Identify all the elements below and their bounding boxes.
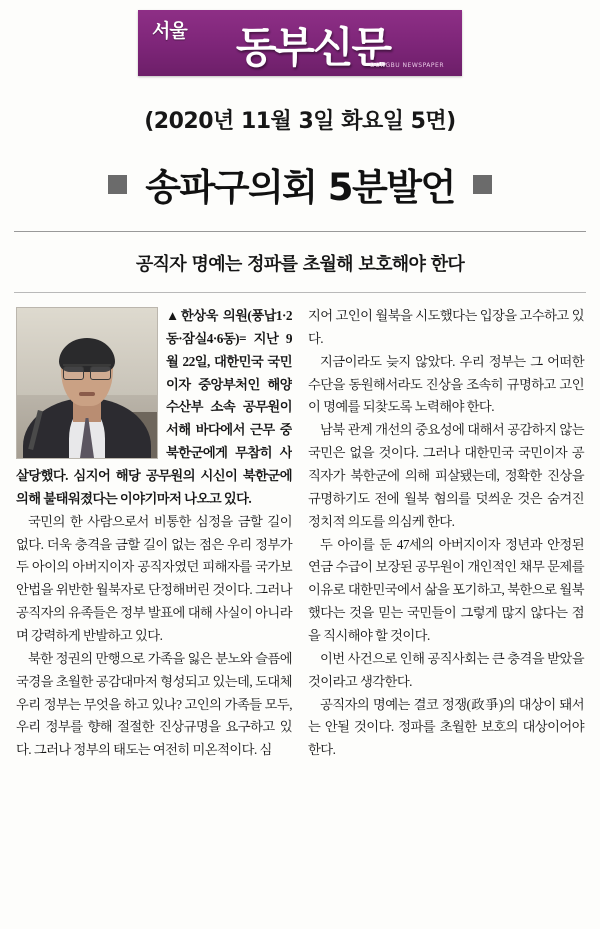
paragraph: 이번 사건으로 인해 공직사회는 큰 충격을 받았을 것이라고 생각한다.: [308, 650, 584, 689]
masthead-title: 동부신문: [235, 23, 391, 72]
article-body: [0, 293, 600, 762]
masthead: [0, 0, 600, 76]
lead-block: [16, 305, 292, 511]
masthead-prefix: 서울: [152, 20, 187, 42]
headline-row: [0, 157, 600, 211]
masthead-logo: [138, 10, 462, 76]
dateline: (2020년 11월 3일 화요일 5면): [144, 109, 456, 134]
headline-square-right-icon: [473, 175, 492, 194]
paragraph: 북한 정권의 만행으로 가족을 잃은 분노와 슬픔에 국경을 초월한 공감대마저 형성되고 있는데, 도대체 우리 정부는 무엇을 하고 있나? 고인의 가족들 모두, 우리 정부를 향해 절절한 진상규명을 요구하고 있다. 그러나 정부의 태도는 여전히 미온적이다. 심: [16, 650, 292, 758]
subheadline: 공직자 명예는 정파를 초월해 보호해야 한다: [135, 254, 465, 275]
portrait-photo: [16, 307, 158, 459]
column-right: [308, 305, 584, 762]
paragraph: 지어 고인이 월북을 시도했다는 입장을 고수하고 있다.: [308, 308, 584, 346]
paragraph: 국민의 한 사람으로서 비통한 심정을 금할 길이 없다. 더욱 충격을 금할 길이 없는 점은 우리 정부가 두 아이의 아버지이자 공직자였던 피해자를 국가보안법을 위반한 월북자로 단정해버린 것이다. 그러나 공직자의 유족들은 정부 발표에 대해 사실이 아니라며 강력하게 반발하고 있다.: [16, 513, 292, 644]
paragraph: 남북 관계 개선의 중요성에 대해서 공감하지 않는 국민은 없을 것이다. 그러나 대한민국 국민이자 공직자가 북한군에 의해 피살됐는데, 정확한 진상을 규명하기도 전에 월북 혐의를 덧씌운 것은 숨겨진 정치적 의도를 의심케 한다.: [308, 422, 584, 529]
headline-square-left-icon: [108, 175, 127, 194]
paragraph: 두 아이를 둔 47세의 아버지이자 정년과 안정된 연금 수급이 보장된 공무원이 개인적인 채무 문제를 이유로 대한민국에서 삶을 포기하고, 북한으로 월북했다는 것을 믿는 국민들이 그렇게 많지 않다는 점을 직시해야 할 것이다.: [308, 536, 584, 644]
divider-top: [14, 231, 586, 232]
masthead-subtitle: DONGBU NEWSPAPER: [370, 62, 444, 69]
page-title: 송파구의회 5분발언: [145, 166, 455, 209]
paragraph: ▲한상욱 의원(풍납1·2동·잠실4·6동)= 지난 9월 22일, 대한민국 국민이자 중앙부처인 해양수산부 소속 공무원이 서해 바다에서 근무 중 북한군에게 무참히 사살당했다. 심지어 해당 공무원의 시신이 북한군에 의해 불태워졌다는 이야기마저 나오고 있다.: [16, 308, 292, 506]
column-left: [16, 305, 292, 762]
paragraph: 공직자의 명예는 결코 정쟁(政爭)의 대상이 돼서는 안될 것이다. 정파를 초월한 보호의 대상이어야 한다.: [308, 696, 584, 758]
paragraph: 지금이라도 늦지 않았다. 우리 정부는 그 어떠한 수단을 동원해서라도 진상을 조속히 규명하고 고인이 명예를 되찾도록 노력해야 한다.: [308, 353, 584, 415]
